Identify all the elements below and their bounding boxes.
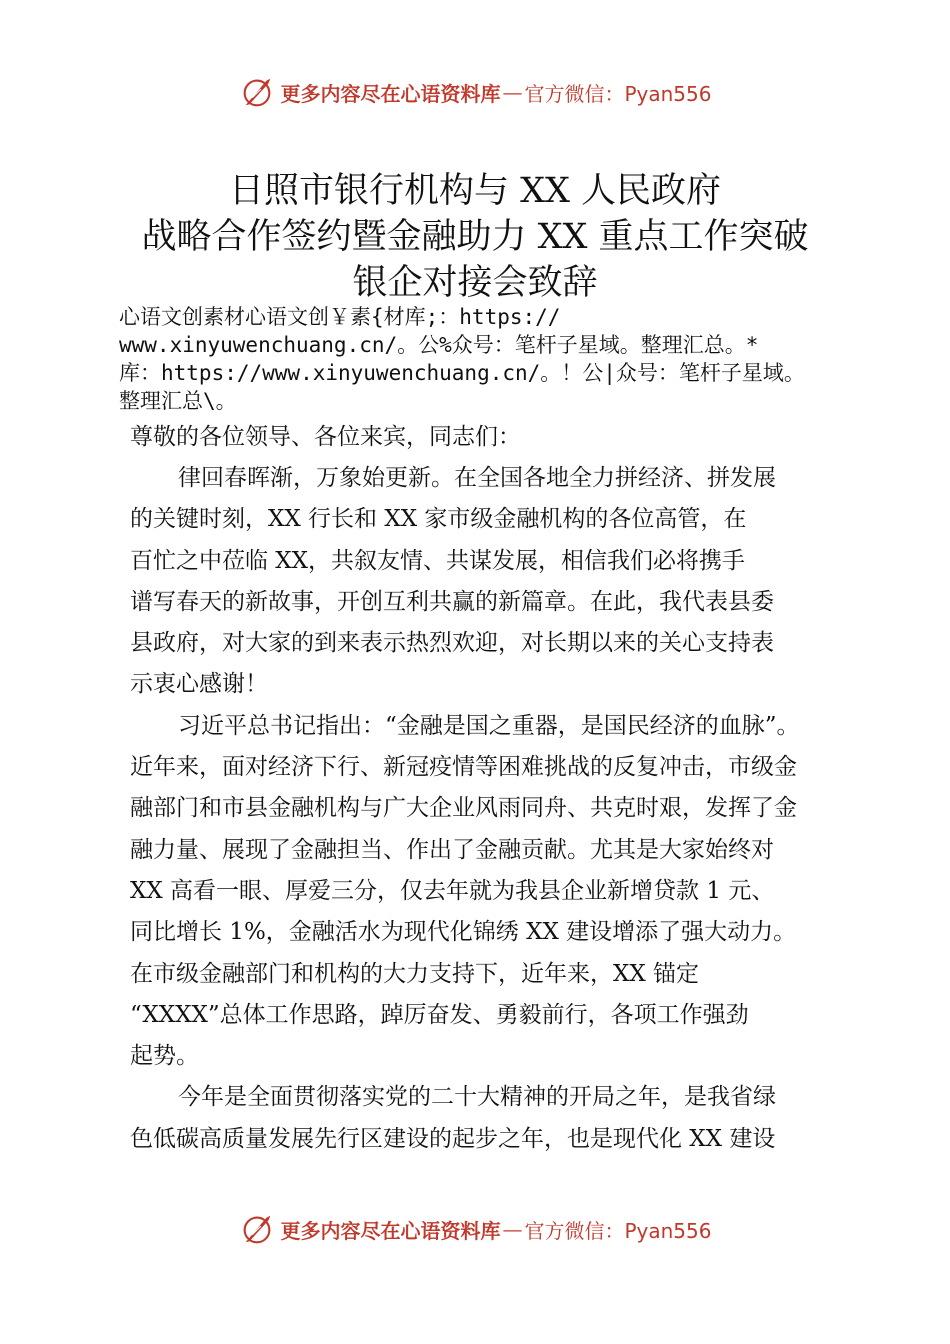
paragraph-line: 在市级金融部门和机构的大力支持下，近年来，XX 锚定 xyxy=(130,960,700,987)
paragraph-line: 谱写春天的新故事，开创互利共赢的新篇章。在此，我代表县委 xyxy=(130,588,774,615)
paragraph-line: 律回春晖渐，万象始更新。在全国各地全力拼经济、拼发展 xyxy=(178,465,776,491)
source-notice-line: 库：https://www.xinyuwenchuang.cn/。！公|众号：笔杆子星域。 xyxy=(119,361,805,385)
paragraph-line: 色低碳高质量发展先行区建设的起步之年，也是现代化 XX 建设 xyxy=(130,1125,776,1152)
paragraph-line: 融部门和市县金融机构与广大企业风雨同舟、共克时艰，发挥了金 xyxy=(130,795,797,822)
quill-pen-logo-icon xyxy=(238,73,276,111)
paragraph-line: 同比增长 1%，金融活水为现代化锦绣 XX 建设增添了强大动力。 xyxy=(130,919,797,946)
title-line-3: 银企对接会致辞 xyxy=(352,263,598,303)
paragraph xyxy=(130,1077,850,1160)
source-notice-line: 整理汇总\。 xyxy=(119,389,237,413)
footer-banner xyxy=(0,1207,950,1251)
banner-separator: — xyxy=(502,80,523,104)
paragraph-line: 今年是全面贯彻落实党的二十大精神的开局之年，是我省绿 xyxy=(178,1084,776,1111)
document-title xyxy=(0,168,950,306)
title-line-2: 战略合作签约暨金融助力 XX 重点工作突破 xyxy=(141,217,809,257)
paragraph-line: 习近平总书记指出：“金融是国之重器，是国民经济的血脉”。 xyxy=(178,712,800,739)
banner-brand: 更多内容尽在心语资料库 xyxy=(280,1218,501,1243)
source-notice-line: 心语文创素材心语文创￥素{材库;：https:// xyxy=(119,305,561,329)
banner-separator: — xyxy=(502,1217,523,1241)
paragraph-line: 县政府，对大家的到来表示热烈欢迎，对长期以来的关心支持表 xyxy=(130,630,774,657)
paragraph xyxy=(130,458,850,706)
quill-pen-logo-icon xyxy=(238,1210,276,1248)
source-notice-line: www.xinyuwenchuang.cn/。公%众号：笔杆子星域。整理汇总。* xyxy=(119,333,759,357)
header-banner xyxy=(0,70,950,114)
paragraph-line: 近年来，面对经济下行、新冠疫情等困难挑战的反复冲击，市级金 xyxy=(130,754,797,781)
paragraph xyxy=(130,706,850,1078)
source-notice xyxy=(119,303,879,415)
paragraph-line: 起势。 xyxy=(130,1043,199,1070)
banner-wechat: 官方微信：Pyan556 xyxy=(524,81,712,106)
paragraph-line: 百忙之中莅临 XX，共叙友情、共谋发展，相信我们必将携手 xyxy=(130,547,746,574)
speech-body xyxy=(130,458,850,1160)
banner-wechat: 官方微信：Pyan556 xyxy=(524,1218,712,1243)
paragraph-line: 融力量、展现了金融担当、作出了金融贡献。尤其是大家始终对 xyxy=(130,836,774,863)
paragraph-line: 的关键时刻，XX 行长和 XX 家市级金融机构的各位高管，在 xyxy=(130,506,747,533)
banner-brand: 更多内容尽在心语资料库 xyxy=(280,81,501,106)
paragraph-line: “XXXX”总体工作思路，踔厉奋发、勇毅前行，各项工作强劲 xyxy=(130,1001,749,1028)
paragraph-line: XX 高看一眼、厚爱三分，仅去年就为我县企业新增贷款 1 元、 xyxy=(130,877,775,904)
title-line-1: 日照市银行机构与 XX 人民政府 xyxy=(228,171,722,211)
salutation: 尊敬的各位领导、各位来宾，同志们： xyxy=(130,424,521,450)
paragraph-line: 示衷心感谢！ xyxy=(130,671,268,698)
